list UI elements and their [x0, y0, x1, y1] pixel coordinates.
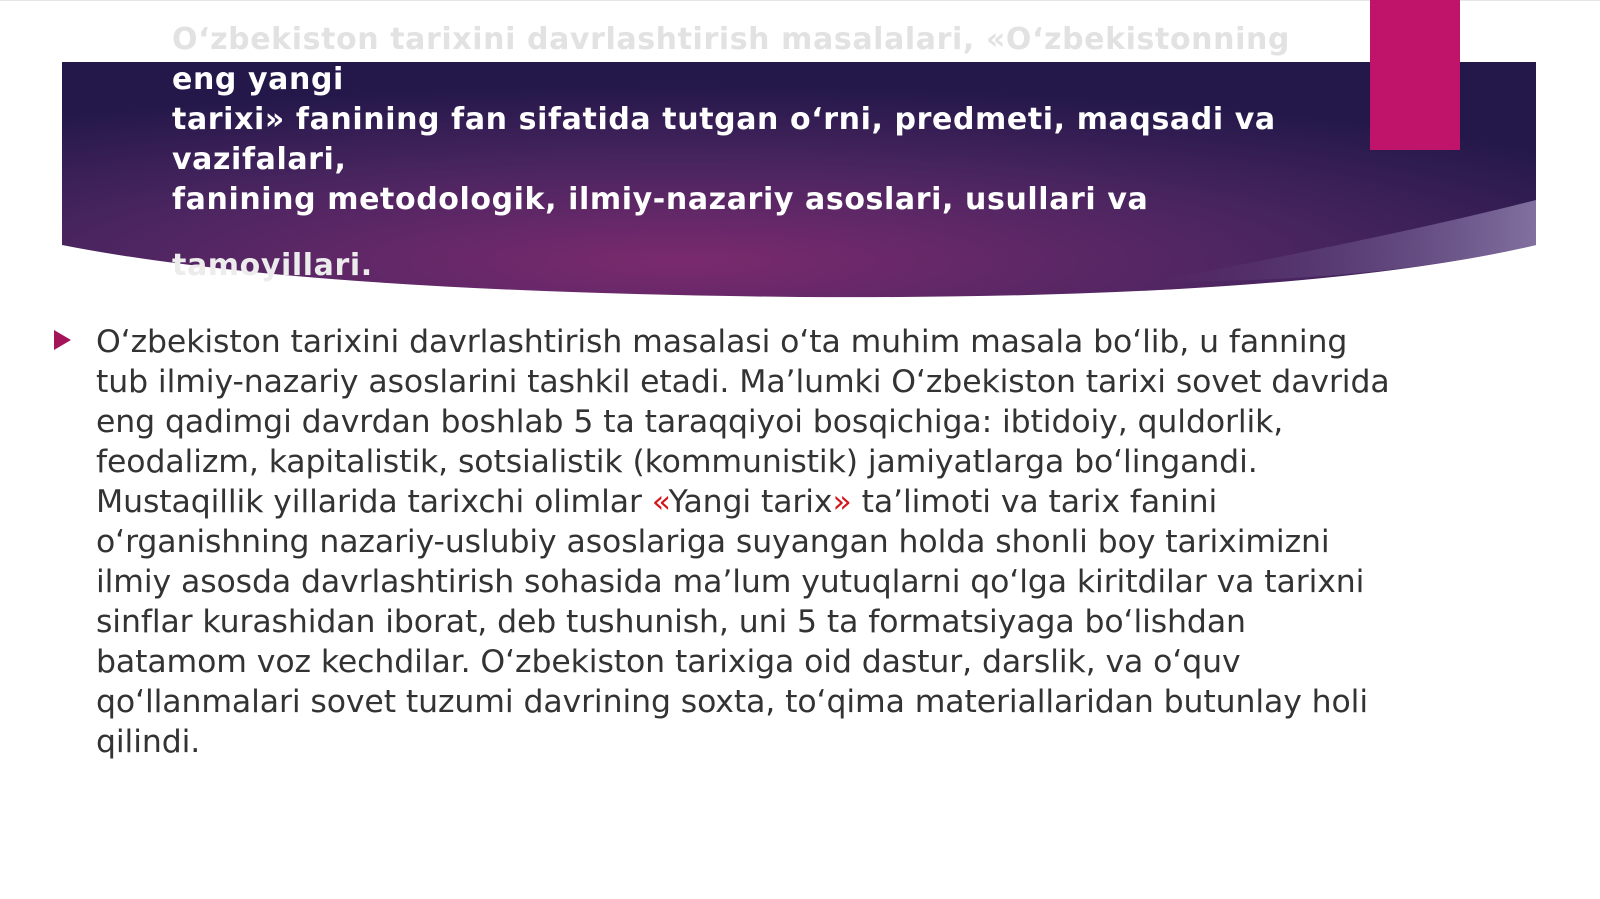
title-line-3: tarixi» fanining fan sifatida tutgan o‘rni, predmeti, maqsadi va — [172, 102, 1276, 137]
title-line-5: fanining metodologik, ilmiy-nazariy asoslari, usullari va — [172, 182, 1149, 217]
paragraph-2 — [96, 482, 1396, 762]
quoted-term: Yangi tarix — [668, 484, 833, 520]
slide-title — [172, 20, 1312, 286]
title-line-6: tamoyillari. — [172, 248, 373, 283]
triangle-bullet-icon — [54, 330, 71, 350]
paragraph-2-start: Mustaqillik yillarida tarixchi olimlar — [96, 484, 652, 520]
quote-close: » — [832, 484, 852, 520]
title-line-4: vazifalari, — [172, 142, 347, 177]
accent-tab — [1370, 0, 1460, 150]
title-line-2: eng yangi — [172, 62, 344, 97]
quote-open: « — [651, 484, 669, 520]
paragraph-1: O‘zbekiston tarixini davrlashtirish masalasi o‘ta muhim masala bo‘lib, u fanning tub ilmiy-nazariy asoslarini tashkil etadi. Ma’lumki O‘zbekiston tarixi sovet davrida eng qadimgi davrdan boshlab 5 ta taraqqiyoi bosqichiga: ibtidoiy, quldorlik, feodalizm, kapitalistik, sotsialistik (kommunistik) jamiyatlarga bo‘lingandi. — [96, 324, 1390, 480]
slide-body — [96, 322, 1396, 762]
title-line-1: O‘zbekiston tarixini davrlashtirish masalalari, «O‘zbekistonning — [172, 22, 1290, 57]
paragraph-2-end: ta’limoti va tarix fanini o‘rganishning nazariy-uslubiy asoslariga suyangan holda shonli boy tariximizni ilmiy asosda davrlashtirish sohasida ma’lum yutuqlarni qo‘lga kiritdilar va tarixni sinflar kurashidan iborat, deb tushunish, uni 5 ta formatsiyaga bo‘lishdan batamom voz kechdilar. O‘zbekiston tarixiga oid dastur, darslik, va o‘quv qo‘llanmalari sovet tuzumi davrining soxta, to‘qima materiallaridan butunlay holi qilindi. — [96, 484, 1368, 760]
